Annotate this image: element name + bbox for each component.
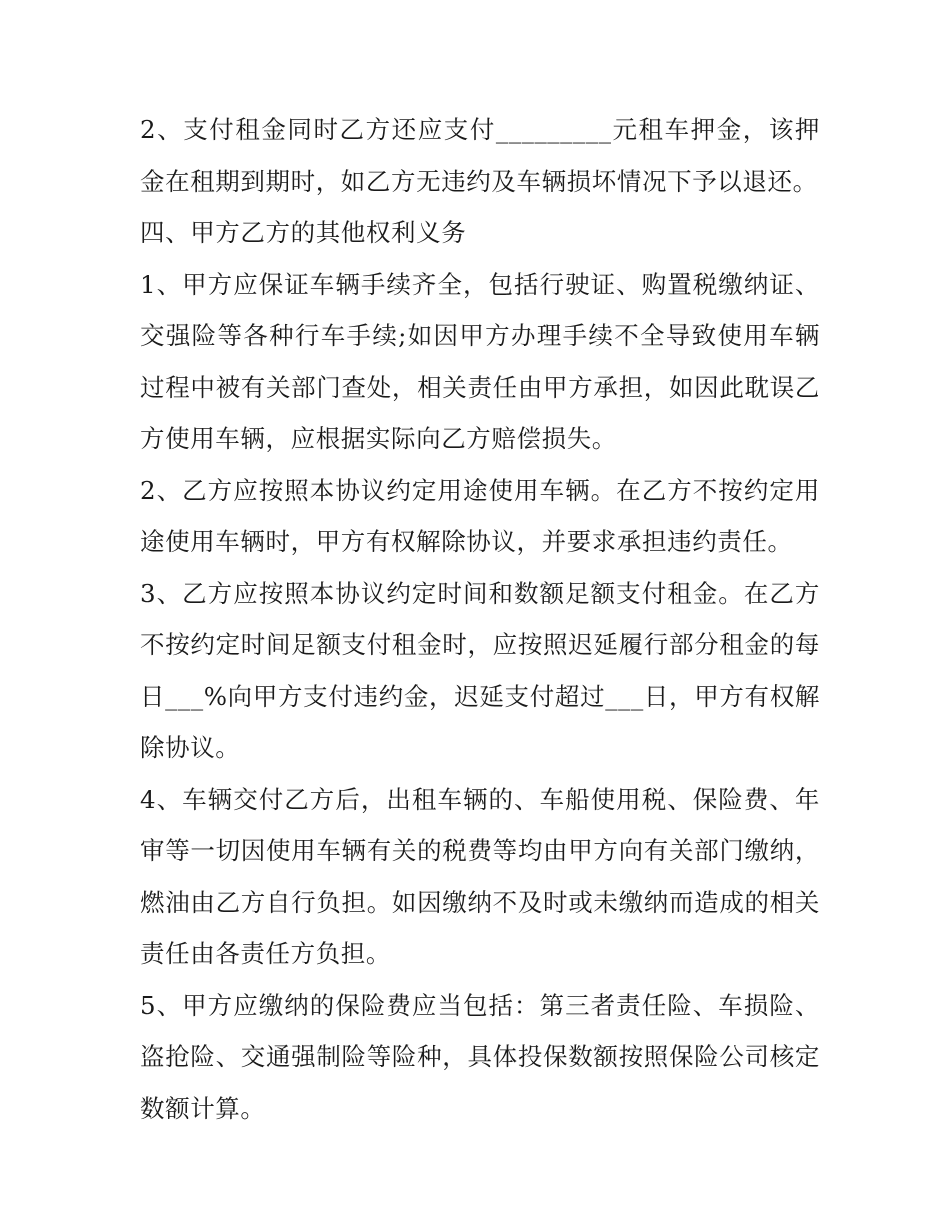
paragraph-clause-3: 3、乙方应按照本协议约定时间和数额足额支付租金。在乙方不按约定时间足额支付租金时，应按照迟延履行部分租金的每日___%向甲方支付违约金，迟延支付超过___日，甲方有权解除协议。 — [140, 578, 820, 762]
paragraph-deposit: 2、支付租金同时乙方还应支付_________元租车押金，该押金在租期到期时，如乙方无违约及车辆损坏情况下予以退还。 — [140, 115, 820, 196]
document-body — [140, 104, 820, 1134]
paragraph-clause-4: 4、车辆交付乙方后，出租车辆的、车船使用税、保险费、年审等一切因使用车辆有关的税费等均由甲方向有关部门缴纳，燃油由乙方自行负担。如因缴纳不及时或未缴纳而造成的相关责任由各责任方负担。 — [140, 784, 820, 968]
paragraph-clause-2: 2、乙方应按照本协议约定用途使用车辆。在乙方不按约定用途使用车辆时，甲方有权解除协议，并要求承担违约责任。 — [140, 475, 820, 556]
paragraph-clause-1: 1、甲方应保证车辆手续齐全，包括行驶证、购置税缴纳证、交强险等各种行车手续;如因甲方办理手续不全导致使用车辆过程中被有关部门查处，相关责任由甲方承担，如因此耽误乙方使用车辆，应根据实际向乙方赔偿损失。 — [140, 269, 820, 453]
paragraph-clause-5: 5、甲方应缴纳的保险费应当包括：第三者责任险、车损险、盗抢险、交通强制险等险种，具体投保数额按照保险公司核定数额计算。 — [140, 990, 820, 1123]
section-heading-other-rights: 四、甲方乙方的其他权利义务 — [140, 218, 467, 247]
